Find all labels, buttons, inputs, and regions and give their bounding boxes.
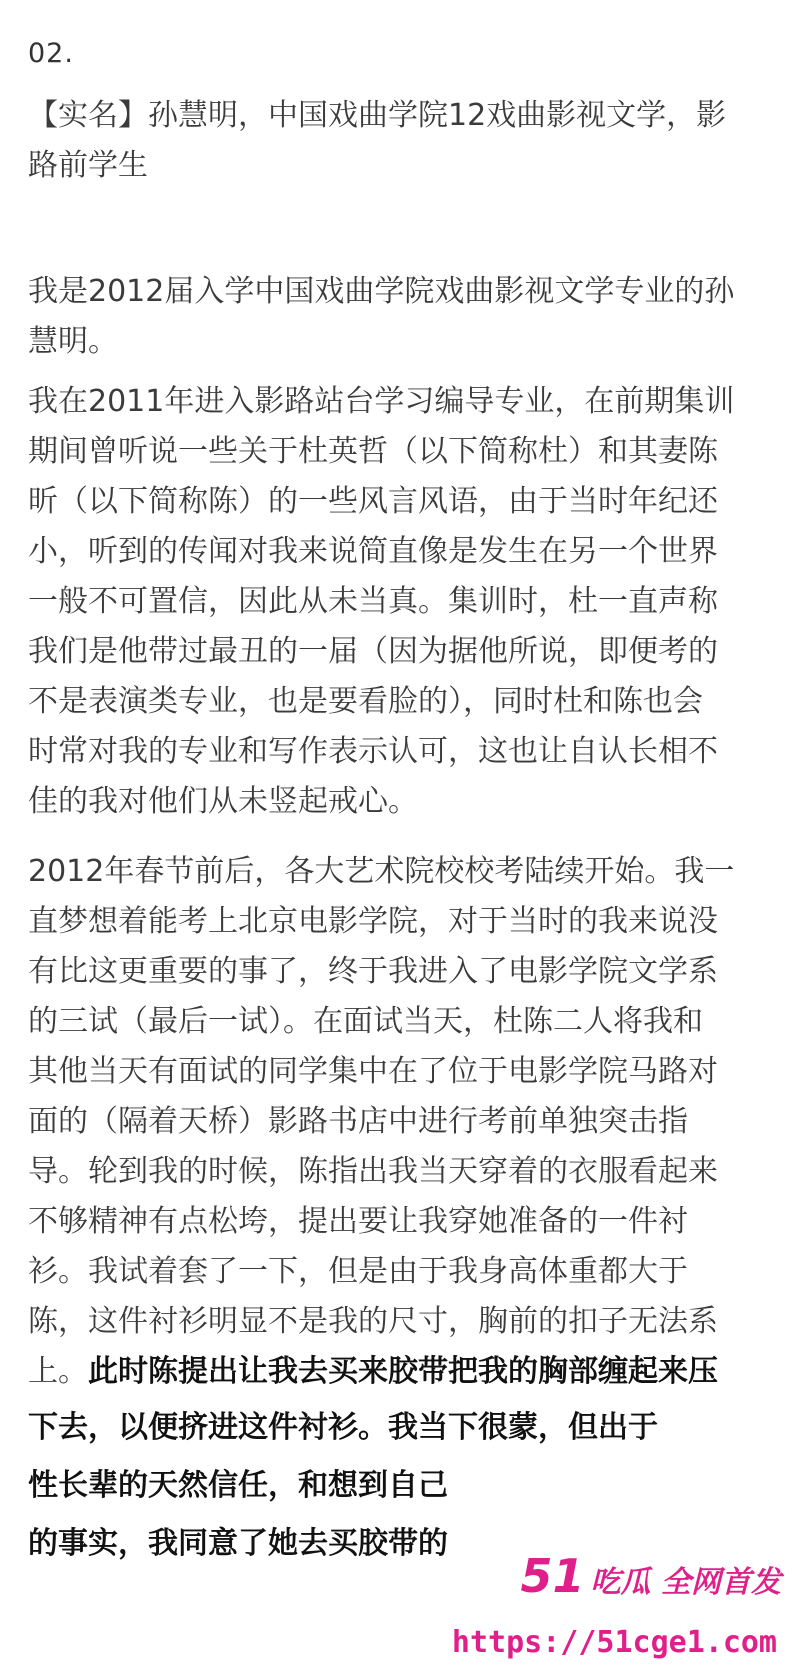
paragraph-line-mixed [28,1352,778,1392]
paragraph-line: 我们是他带过最丑的一届（因为据他所说，即便考的 [28,634,718,669]
bold-paragraph-line: 下去，以便挤进这件衬衫。我当下很蒙，但出于 [28,1410,658,1445]
watermark-slogan: 吃瓜 全网首发 [590,1565,781,1600]
paragraph-line: 一般不可置信，因此从未当真。集训时，杜一直声称 [28,584,718,619]
watermark-logo [521,1549,781,1603]
paragraph-line: 小，听到的传闻对我来说简直像是发生在另一个世界 [28,534,718,569]
bold-text: 此时陈提出让我去买来胶带把我的胸部缠起来压 [88,1354,718,1389]
paragraph-line: 时常对我的专业和写作表示认可，这也让自认长相不 [28,734,718,769]
paragraph-line: 昕（以下简称陈）的一些风言风语，由于当时年纪还 [28,484,718,519]
paragraph-line: 我是2012届入学中国戏曲学院戏曲影视文学专业的孙 [28,274,735,309]
paragraph-line: 有比这更重要的事了，终于我进入了电影学院文学系 [28,954,718,989]
paragraph-line: 陈，这件衬衫明显不是我的尺寸，胸前的扣子无法系 [28,1304,718,1339]
site-watermark [451,1528,799,1678]
bold-paragraph-line: 的事实，我同意了她去买胶带的 [28,1526,448,1561]
title-line: 【实名】孙慧明，中国戏曲学院12戏曲影视文学，影 [28,98,727,133]
paragraph-line: 导。轮到我的时候，陈指出我当天穿着的衣服看起来 [28,1154,718,1189]
paragraph-line: 期间曾听说一些关于杜英哲（以下简称杜）和其妻陈 [28,434,718,469]
paragraph-line: 直梦想着能考上北京电影学院，对于当时的我来说没 [28,904,718,939]
paragraph-line: 的三试（最后一试）。在面试当天，杜陈二人将我和 [28,1004,703,1039]
watermark-number: 51 [520,1549,585,1603]
section-number: 02. [28,38,74,69]
paragraph-line: 2012年春节前后，各大艺术院校校考陆续开始。我一 [28,854,735,889]
paragraph-line: 不够精神有点松垮，提出要让我穿她准备的一件衬 [28,1204,688,1239]
paragraph-line: 衫。我试着套了一下，但是由于我身高体重都大于 [28,1254,688,1289]
paragraph-line: 佳的我对他们从未竖起戒心。 [28,784,418,819]
paragraph-line: 我在2011年进入影路站台学习编导专业，在前期集训 [28,384,735,419]
bold-paragraph-line: 性长辈的天然信任，和想到自己 [28,1468,448,1503]
title-line: 路前学生 [28,148,148,183]
watermark-url: https://51cge1.com [451,1625,777,1660]
paragraph-line: 不是表演类专业，也是要看脸的），同时杜和陈也会 [28,684,703,719]
normal-text: 上。 [28,1354,88,1389]
paragraph-line: 面的（隔着天桥）影路书店中进行考前单独突击指 [28,1104,688,1139]
paragraph-line: 慧明。 [28,324,118,359]
paragraph-line: 其他当天有面试的同学集中在了位于电影学院马路对 [28,1054,718,1089]
